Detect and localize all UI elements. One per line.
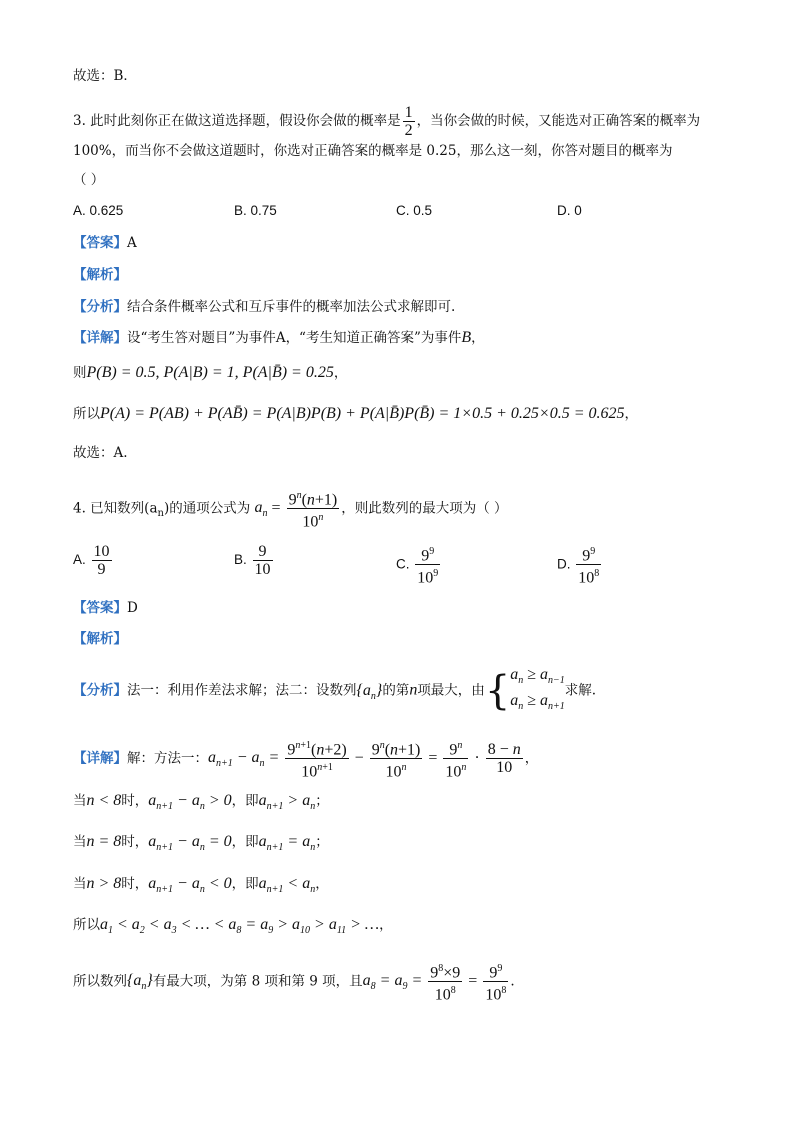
option-b: B. 0.75 [234, 203, 277, 218]
case-line: 当n < 8时，$a_{n+1} - a_n > 0$，即$a_{n+1} > a_n$； [73, 792, 329, 813]
xiangjie-tag: 【详解】 [73, 330, 127, 346]
answer-text: 故选：B． [73, 68, 137, 84]
chain-line: 所以$a_1 < a_2 < a_3$ < … < $a_8 = a_9 > a_{10} > a_{11}$ > …， [73, 916, 393, 937]
case-line: 当n = 8时，$a_{n+1} - a_n = 0$，即$a_{n+1} = a_n$； [73, 833, 329, 854]
option-a: A. 0.625 [73, 203, 124, 218]
formula-line: 则P(B) = 0.5, P(A|B) = 1, P(A|B̄) = 0.25， [73, 364, 348, 381]
question-3-paren: （ ） [73, 172, 105, 188]
option-c: C. $\frac{9^9}{10^9}$ [396, 543, 442, 587]
option-a: A. $\frac{10}{9}$ [73, 543, 110, 578]
option-d: D. $\frac{9^9}{10^8}$ [557, 543, 603, 587]
formula: P(B) = 0.5, P(A|B) = 1, P(A|B̄) = 0.25 [86, 364, 334, 381]
question-text: ，当你会做的时候，又能选对正确答案的概率为 [416, 113, 701, 129]
text-line: 故选：A. [73, 445, 128, 461]
question-text: 100%，而当你不会做这道题时，你选对正确答案的概率是 0.25，那么这一刻，你答对题目的概率为 [73, 143, 673, 159]
fraction-half: $\frac{1}{2}$ [404, 104, 413, 139]
question-3-line-2 [73, 141, 672, 161]
fenxi-line: 【分析】法一：利用作差法求解；法二：设数列$\{a_n\}$的第n项最大，由{$a_n \ge a_{n-1}$ $a_n \ge a_{n+1}$求解. [73, 666, 597, 715]
conclusion-line: 所以数列$\{a_n\}$有最大项，为第 8 项和第 9 项，且$a_8 = a_9$ = $\frac{9^8\times 9}{10^8}$ = $\frac{9^9}{10^8}$ . [73, 960, 515, 1004]
fenxi-tag: 【分析】 [73, 682, 127, 699]
answer-line: 【答案】D [73, 600, 138, 616]
xiangjie-line: 【详解】解：方法一：$a_{n+1} - a_n$ = $\frac{9^{n+1}(n+2)}{10^{n+1}}$ − $\frac{9^n(n+1)}{10^n}$ = $\frac{9^n}{10^n}$ · $\frac{8 - n}{10}$ ， [73, 737, 538, 781]
answer-tag: 【答案】 [73, 235, 127, 251]
answer-line: 【答案】A [73, 235, 137, 251]
fenxi-line: 【分析】结合条件概率公式和互斥事件的概率加法公式求解即可. [73, 299, 456, 315]
option-d: D. 0 [557, 203, 582, 218]
xiangjie-line: 【详解】设“考生答对题目”为事件A，“考生知道正确答案”为事件B， [73, 329, 485, 346]
question-3-line-1 [73, 104, 700, 139]
fraction-general-term: $\frac{9^n(n+1)}{10^n}$ [287, 487, 340, 531]
xiangjie-tag: 【详解】 [73, 750, 127, 767]
option-b: B. $\frac{9}{10}$ [234, 543, 271, 578]
analysis-line [73, 265, 127, 285]
analysis-line [73, 629, 127, 649]
answer-tag: 【答案】 [73, 600, 127, 616]
case-line: 当n > 8时，$a_{n+1} - a_n < 0$，即$a_{n+1} < a_n$， [73, 875, 329, 896]
fenxi-tag: 【分析】 [73, 299, 127, 315]
formula: P(A) = P(AB) + P(AB̄) = P(A|B)P(B) + P(A|B̄)P(B̄) = 1×0.5 + 0.25×0.5 = 0.625 [100, 405, 625, 422]
analysis-tag: 【解析】 [73, 631, 127, 647]
text-line [73, 66, 137, 86]
option-c: C. 0.5 [396, 203, 433, 218]
question-text: 3. 此时此刻你正在做这道选择题，假设你会做的概率是 [73, 113, 401, 129]
formula-line: 所以P(A) = P(AB) + P(AB̄) = P(A|B)P(B) + P(A|B̄)P(B̄) = 1×0.5 + 0.25×0.5 = 0.625， [73, 405, 638, 422]
analysis-tag: 【解析】 [73, 267, 127, 283]
question-4-line: 4. 已知数列$(a_n)$的通项公式为 $a_n$ = $\frac{9^n(n+1)}{10^n}$ ，则此数列的最大项为（ ） [73, 487, 508, 531]
